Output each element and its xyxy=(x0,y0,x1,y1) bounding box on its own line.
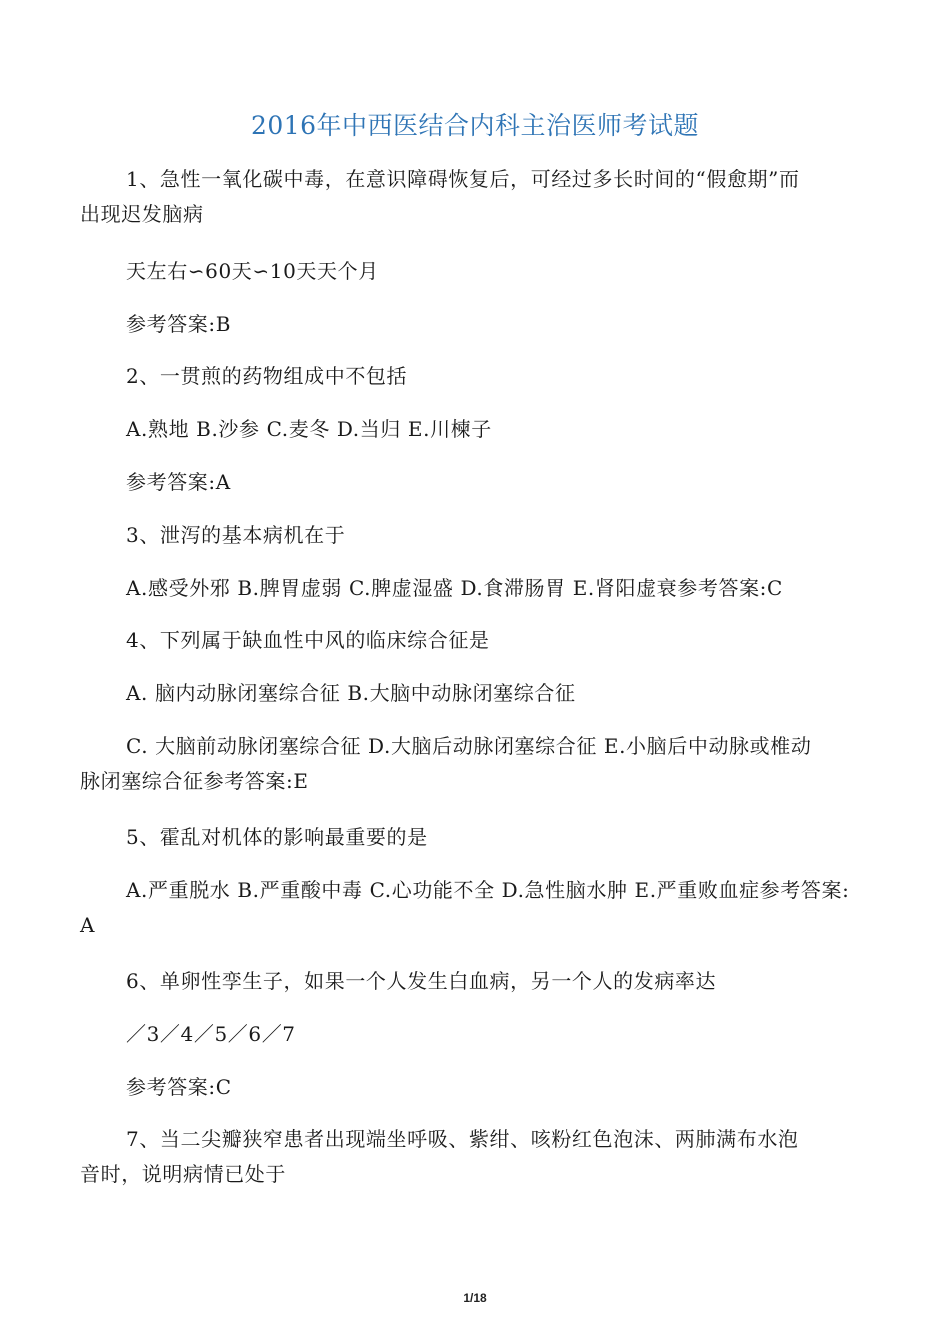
question-1-options xyxy=(80,254,870,289)
text-line: A xyxy=(80,913,96,937)
question-4-options xyxy=(80,676,870,711)
text-line: 3、泄泻的基本病机在于 xyxy=(126,523,346,547)
page-number: 1/18 xyxy=(463,1291,487,1305)
text-line: 4、下列属于缺血性中风的临床综合征是 xyxy=(126,628,490,652)
question-6-answer xyxy=(80,1070,870,1105)
text-line: 出现迟发脑病 xyxy=(80,202,204,226)
text-line: 5、霍乱对机体的影响最重要的是 xyxy=(126,825,428,849)
text-line: C. 大脑前动脉闭塞综合征 D.大脑后动脉闭塞综合征 E.小脑后中动脉或椎动 xyxy=(126,734,812,758)
text-line: 6、单卵性孪生子，如果一个人发生白血病，另一个人的发病率达 xyxy=(126,969,717,993)
question-1-stem xyxy=(80,162,870,232)
question-4-stem xyxy=(80,623,870,658)
text-line: 1、急性一氧化碳中毒，在意识障碍恢复后，可经过多长时间的“假愈期”而 xyxy=(126,167,800,191)
text-line: 参考答案:C xyxy=(126,1075,232,1099)
text-line: A. 脑内动脉闭塞综合征 B.大脑中动脉闭塞综合征 xyxy=(126,681,576,705)
text-line: 7、当二尖瓣狭窄患者出现端坐呼吸、紫绀、咳粉红色泡沫、两肺满布水泡 xyxy=(126,1127,799,1151)
question-5-options xyxy=(80,873,870,943)
text-line: A.熟地 B.沙参 C.麦冬 D.当归 E.川楝子 xyxy=(126,417,492,441)
question-2-answer xyxy=(80,465,870,500)
question-7-stem xyxy=(80,1122,870,1192)
question-3-options xyxy=(80,571,870,606)
question-6-options xyxy=(80,1017,870,1052)
text-line: 天左右∽60天∽10天天个月 xyxy=(126,259,379,283)
text-line: 参考答案:A xyxy=(126,470,231,494)
text-line: A.感受外邪 B.脾胃虚弱 C.脾虚湿盛 D.食滞肠胃 E.肾阳虚衰参考答案:C xyxy=(126,576,783,600)
question-4-options-continued xyxy=(80,729,870,799)
question-5-stem xyxy=(80,820,870,855)
text-line: 脉闭塞综合征参考答案:E xyxy=(80,769,309,793)
question-2-options xyxy=(80,412,870,447)
document-title: 2016年中西医结合内科主治医师考试题 xyxy=(250,111,700,140)
text-line: A.严重脱水 B.严重酸中毒 C.心功能不全 D.急性脑水肿 E.严重败血症参考答案: xyxy=(126,878,850,902)
question-3-stem xyxy=(80,518,870,553)
question-1-answer xyxy=(80,307,870,342)
text-line: 参考答案:B xyxy=(126,312,232,336)
text-line: 2、一贯煎的药物组成中不包括 xyxy=(126,364,408,388)
text-line: ／3／4／5／6／7 xyxy=(126,1022,296,1046)
question-6-stem xyxy=(80,964,870,999)
text-line: 音时，说明病情已处于 xyxy=(80,1162,286,1186)
question-2-stem xyxy=(80,359,870,394)
